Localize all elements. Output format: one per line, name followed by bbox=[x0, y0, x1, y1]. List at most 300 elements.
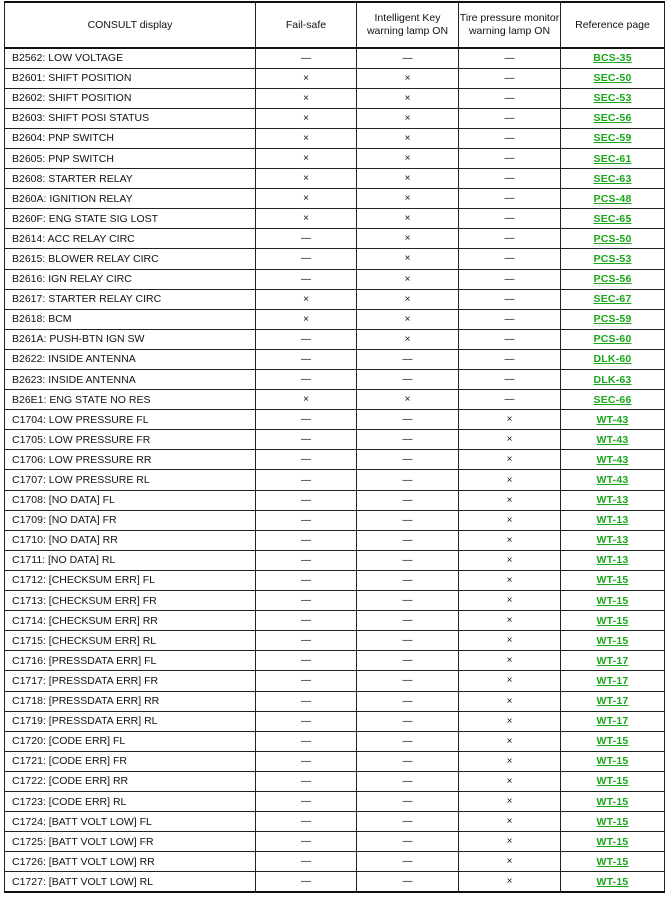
fail-safe-cell: — bbox=[256, 832, 357, 852]
tire-pressure-lamp-cell: × bbox=[459, 812, 561, 832]
consult-display-cell: C1727: [BATT VOLT LOW] RL bbox=[5, 872, 256, 892]
tire-pressure-lamp-cell: × bbox=[459, 631, 561, 651]
consult-display-cell: C1719: [PRESSDATA ERR] RL bbox=[5, 711, 256, 731]
consult-display-cell: B2603: SHIFT POSI STATUS bbox=[5, 108, 256, 128]
tire-pressure-lamp-cell: — bbox=[459, 68, 561, 88]
intelligent-key-lamp-cell: — bbox=[357, 490, 459, 510]
fail-safe-cell: — bbox=[256, 410, 357, 430]
consult-display-cell: C1717: [PRESSDATA ERR] FR bbox=[5, 671, 256, 691]
table-row bbox=[5, 229, 665, 249]
intelligent-key-lamp-cell: — bbox=[357, 530, 459, 550]
table-row bbox=[5, 108, 665, 128]
table-row bbox=[5, 550, 665, 570]
fail-safe-cell: × bbox=[256, 128, 357, 148]
fail-safe-cell: × bbox=[256, 108, 357, 128]
tire-pressure-lamp-cell: × bbox=[459, 591, 561, 611]
reference-page-cell bbox=[561, 329, 665, 349]
tire-pressure-lamp-cell: — bbox=[459, 48, 561, 68]
intelligent-key-lamp-cell: × bbox=[357, 269, 459, 289]
intelligent-key-lamp-cell: — bbox=[357, 651, 459, 671]
consult-display-cell: C1723: [CODE ERR] RL bbox=[5, 791, 256, 811]
tire-pressure-lamp-cell: × bbox=[459, 872, 561, 892]
table-row bbox=[5, 570, 665, 590]
tire-pressure-lamp-cell: × bbox=[459, 450, 561, 470]
reference-page-cell bbox=[561, 731, 665, 751]
consult-display-cell: C1706: LOW PRESSURE RR bbox=[5, 450, 256, 470]
fail-safe-cell: × bbox=[256, 289, 357, 309]
fail-safe-cell: × bbox=[256, 148, 357, 168]
tire-pressure-lamp-cell: × bbox=[459, 530, 561, 550]
tire-pressure-lamp-cell: × bbox=[459, 410, 561, 430]
reference-page-link[interactable]: SEC-50 bbox=[593, 72, 632, 85]
tire-pressure-lamp-cell: — bbox=[459, 229, 561, 249]
reference-page-link[interactable]: SEC-66 bbox=[593, 393, 632, 406]
tire-pressure-lamp-cell: — bbox=[459, 209, 561, 229]
intelligent-key-lamp-cell: — bbox=[357, 711, 459, 731]
header-tire-pressure-lamp: Tire pressure monitor warning lamp ON bbox=[459, 2, 561, 48]
reference-page-link[interactable]: WT-15 bbox=[596, 634, 629, 647]
reference-page-link[interactable]: WT-43 bbox=[596, 413, 629, 426]
fail-safe-cell: — bbox=[256, 812, 357, 832]
reference-page-link[interactable]: PCS-56 bbox=[593, 273, 632, 286]
intelligent-key-lamp-cell: × bbox=[357, 189, 459, 209]
dtc-table-container bbox=[4, 1, 664, 893]
consult-display-cell: C1705: LOW PRESSURE FR bbox=[5, 430, 256, 450]
intelligent-key-lamp-cell: × bbox=[357, 249, 459, 269]
tire-pressure-lamp-cell: × bbox=[459, 691, 561, 711]
intelligent-key-lamp-cell: × bbox=[357, 108, 459, 128]
fail-safe-cell: — bbox=[256, 370, 357, 390]
reference-page-link[interactable]: PCS-59 bbox=[593, 313, 632, 326]
tire-pressure-lamp-cell: × bbox=[459, 490, 561, 510]
tire-pressure-lamp-cell: — bbox=[459, 148, 561, 168]
reference-page-cell bbox=[561, 229, 665, 249]
intelligent-key-lamp-cell: — bbox=[357, 430, 459, 450]
header-row bbox=[5, 2, 665, 48]
fail-safe-cell: × bbox=[256, 390, 357, 410]
reference-page-cell bbox=[561, 48, 665, 68]
reference-page-link[interactable]: WT-15 bbox=[596, 735, 629, 748]
tire-pressure-lamp-cell: — bbox=[459, 390, 561, 410]
header-consult-display: CONSULT display bbox=[5, 2, 256, 48]
consult-display-cell: B2601: SHIFT POSITION bbox=[5, 68, 256, 88]
consult-display-cell: B2617: STARTER RELAY CIRC bbox=[5, 289, 256, 309]
tire-pressure-lamp-cell: × bbox=[459, 470, 561, 490]
reference-page-link[interactable]: DLK-60 bbox=[593, 353, 632, 366]
reference-page-cell bbox=[561, 812, 665, 832]
reference-page-link[interactable]: PCS-60 bbox=[593, 333, 632, 346]
table-row bbox=[5, 510, 665, 530]
reference-page-cell bbox=[561, 651, 665, 671]
table-row bbox=[5, 430, 665, 450]
tire-pressure-lamp-cell: × bbox=[459, 510, 561, 530]
reference-page-link[interactable]: WT-13 bbox=[596, 534, 629, 547]
intelligent-key-lamp-cell: — bbox=[357, 591, 459, 611]
intelligent-key-lamp-cell: — bbox=[357, 470, 459, 490]
fail-safe-cell: — bbox=[256, 771, 357, 791]
intelligent-key-lamp-cell: × bbox=[357, 329, 459, 349]
tire-pressure-lamp-cell: × bbox=[459, 651, 561, 671]
tire-pressure-lamp-cell: × bbox=[459, 832, 561, 852]
table-row bbox=[5, 812, 665, 832]
reference-page-cell bbox=[561, 169, 665, 189]
reference-page-cell bbox=[561, 490, 665, 510]
consult-display-cell: B2604: PNP SWITCH bbox=[5, 128, 256, 148]
fail-safe-cell: × bbox=[256, 88, 357, 108]
consult-display-cell: B2605: PNP SWITCH bbox=[5, 148, 256, 168]
table-header bbox=[5, 2, 665, 48]
consult-display-cell: B2562: LOW VOLTAGE bbox=[5, 48, 256, 68]
tire-pressure-lamp-cell: — bbox=[459, 309, 561, 329]
consult-display-cell: B2615: BLOWER RELAY CIRC bbox=[5, 249, 256, 269]
intelligent-key-lamp-cell: — bbox=[357, 832, 459, 852]
reference-page-link[interactable]: WT-43 bbox=[596, 433, 629, 446]
tire-pressure-lamp-cell: × bbox=[459, 711, 561, 731]
consult-display-cell: B260A: IGNITION RELAY bbox=[5, 189, 256, 209]
reference-page-cell bbox=[561, 148, 665, 168]
table-row bbox=[5, 872, 665, 892]
fail-safe-cell: — bbox=[256, 349, 357, 369]
consult-display-cell: B261A: PUSH-BTN IGN SW bbox=[5, 329, 256, 349]
consult-display-cell: C1712: [CHECKSUM ERR] FL bbox=[5, 570, 256, 590]
intelligent-key-lamp-cell: × bbox=[357, 229, 459, 249]
fail-safe-cell: — bbox=[256, 751, 357, 771]
table-row bbox=[5, 631, 665, 651]
reference-page-link[interactable]: WT-43 bbox=[596, 474, 629, 487]
fail-safe-cell: — bbox=[256, 691, 357, 711]
fail-safe-cell: — bbox=[256, 791, 357, 811]
reference-page-link[interactable]: WT-15 bbox=[596, 855, 629, 868]
tire-pressure-lamp-cell: × bbox=[459, 771, 561, 791]
reference-page-link[interactable]: SEC-65 bbox=[593, 212, 632, 225]
reference-page-link[interactable]: WT-15 bbox=[596, 574, 629, 587]
consult-display-cell: B2618: BCM bbox=[5, 309, 256, 329]
tire-pressure-lamp-cell: — bbox=[459, 249, 561, 269]
table-body bbox=[5, 48, 665, 892]
tire-pressure-lamp-cell: × bbox=[459, 671, 561, 691]
consult-display-cell: C1722: [CODE ERR] RR bbox=[5, 771, 256, 791]
intelligent-key-lamp-cell: × bbox=[357, 289, 459, 309]
reference-page-link[interactable]: WT-15 bbox=[596, 835, 629, 848]
table-row bbox=[5, 269, 665, 289]
table-row bbox=[5, 390, 665, 410]
consult-display-cell: C1713: [CHECKSUM ERR] FR bbox=[5, 591, 256, 611]
tire-pressure-lamp-cell: — bbox=[459, 370, 561, 390]
table-row bbox=[5, 410, 665, 430]
intelligent-key-lamp-cell: — bbox=[357, 812, 459, 832]
reference-page-link[interactable]: SEC-61 bbox=[593, 152, 632, 165]
reference-page-link[interactable]: PCS-48 bbox=[593, 192, 632, 205]
reference-page-cell bbox=[561, 289, 665, 309]
table-row bbox=[5, 490, 665, 510]
fail-safe-cell: — bbox=[256, 229, 357, 249]
tire-pressure-lamp-cell: — bbox=[459, 269, 561, 289]
table-row bbox=[5, 148, 665, 168]
reference-page-cell bbox=[561, 550, 665, 570]
reference-page-cell bbox=[561, 249, 665, 269]
fail-safe-cell: — bbox=[256, 852, 357, 872]
reference-page-link[interactable]: WT-13 bbox=[596, 554, 629, 567]
intelligent-key-lamp-cell: — bbox=[357, 771, 459, 791]
intelligent-key-lamp-cell: — bbox=[357, 631, 459, 651]
fail-safe-cell: — bbox=[256, 651, 357, 671]
fail-safe-cell: × bbox=[256, 169, 357, 189]
intelligent-key-lamp-cell: — bbox=[357, 611, 459, 631]
header-reference-page: Reference page bbox=[561, 2, 665, 48]
reference-page-link[interactable]: SEC-63 bbox=[593, 172, 632, 185]
header-fail-safe: Fail-safe bbox=[256, 2, 357, 48]
consult-display-cell: C1725: [BATT VOLT LOW] FR bbox=[5, 832, 256, 852]
table-row bbox=[5, 68, 665, 88]
intelligent-key-lamp-cell: × bbox=[357, 209, 459, 229]
fail-safe-cell: — bbox=[256, 631, 357, 651]
reference-page-cell bbox=[561, 751, 665, 771]
reference-page-cell bbox=[561, 269, 665, 289]
consult-display-cell: C1704: LOW PRESSURE FL bbox=[5, 410, 256, 430]
reference-page-cell bbox=[561, 209, 665, 229]
dtc-index-table bbox=[4, 1, 665, 893]
table-row bbox=[5, 169, 665, 189]
intelligent-key-lamp-cell: × bbox=[357, 148, 459, 168]
intelligent-key-lamp-cell: — bbox=[357, 48, 459, 68]
reference-page-link[interactable]: SEC-53 bbox=[593, 92, 632, 105]
intelligent-key-lamp-cell: — bbox=[357, 852, 459, 872]
consult-display-cell: C1721: [CODE ERR] FR bbox=[5, 751, 256, 771]
consult-display-cell: B2608: STARTER RELAY bbox=[5, 169, 256, 189]
table-row bbox=[5, 731, 665, 751]
consult-display-cell: C1715: [CHECKSUM ERR] RL bbox=[5, 631, 256, 651]
fail-safe-cell: — bbox=[256, 570, 357, 590]
reference-page-cell bbox=[561, 611, 665, 631]
fail-safe-cell: × bbox=[256, 209, 357, 229]
fail-safe-cell: — bbox=[256, 671, 357, 691]
table-row bbox=[5, 209, 665, 229]
table-row bbox=[5, 309, 665, 329]
reference-page-cell bbox=[561, 771, 665, 791]
reference-page-cell bbox=[561, 128, 665, 148]
reference-page-cell bbox=[561, 872, 665, 892]
table-row bbox=[5, 189, 665, 209]
table-row bbox=[5, 249, 665, 269]
intelligent-key-lamp-cell: — bbox=[357, 731, 459, 751]
tire-pressure-lamp-cell: — bbox=[459, 189, 561, 209]
tire-pressure-lamp-cell: × bbox=[459, 550, 561, 570]
table-row bbox=[5, 88, 665, 108]
consult-display-cell: B2616: IGN RELAY CIRC bbox=[5, 269, 256, 289]
tire-pressure-lamp-cell: × bbox=[459, 852, 561, 872]
consult-display-cell: C1724: [BATT VOLT LOW] FL bbox=[5, 812, 256, 832]
table-row bbox=[5, 671, 665, 691]
fail-safe-cell: — bbox=[256, 249, 357, 269]
reference-page-link[interactable]: WT-15 bbox=[596, 875, 629, 888]
consult-display-cell: C1711: [NO DATA] RL bbox=[5, 550, 256, 570]
table-row bbox=[5, 751, 665, 771]
reference-page-cell bbox=[561, 791, 665, 811]
fail-safe-cell: — bbox=[256, 430, 357, 450]
consult-display-cell: B260F: ENG STATE SIG LOST bbox=[5, 209, 256, 229]
consult-display-cell: B2614: ACC RELAY CIRC bbox=[5, 229, 256, 249]
reference-page-link[interactable]: WT-17 bbox=[596, 654, 629, 667]
fail-safe-cell: — bbox=[256, 711, 357, 731]
intelligent-key-lamp-cell: — bbox=[357, 550, 459, 570]
reference-page-cell bbox=[561, 510, 665, 530]
table-row bbox=[5, 329, 665, 349]
table-row bbox=[5, 289, 665, 309]
table-row bbox=[5, 470, 665, 490]
table-row bbox=[5, 832, 665, 852]
tire-pressure-lamp-cell: — bbox=[459, 289, 561, 309]
reference-page-link[interactable]: SEC-56 bbox=[593, 112, 632, 125]
table-row bbox=[5, 611, 665, 631]
reference-page-link[interactable]: DLK-63 bbox=[593, 373, 632, 386]
table-row bbox=[5, 771, 665, 791]
reference-page-link[interactable]: BCS-35 bbox=[593, 52, 632, 65]
intelligent-key-lamp-cell: — bbox=[357, 410, 459, 430]
reference-page-cell bbox=[561, 108, 665, 128]
fail-safe-cell: — bbox=[256, 450, 357, 470]
intelligent-key-lamp-cell: — bbox=[357, 450, 459, 470]
consult-display-cell: C1718: [PRESSDATA ERR] RR bbox=[5, 691, 256, 711]
tire-pressure-lamp-cell: — bbox=[459, 108, 561, 128]
reference-page-link[interactable]: WT-13 bbox=[596, 494, 629, 507]
reference-page-cell bbox=[561, 390, 665, 410]
reference-page-link[interactable]: PCS-50 bbox=[593, 232, 632, 245]
tire-pressure-lamp-cell: — bbox=[459, 128, 561, 148]
intelligent-key-lamp-cell: × bbox=[357, 309, 459, 329]
table-row bbox=[5, 852, 665, 872]
reference-page-link[interactable]: WT-15 bbox=[596, 594, 629, 607]
reference-page-link[interactable]: WT-15 bbox=[596, 755, 629, 768]
reference-page-link[interactable]: WT-17 bbox=[596, 674, 629, 687]
table-row bbox=[5, 530, 665, 550]
fail-safe-cell: — bbox=[256, 530, 357, 550]
consult-display-cell: B2622: INSIDE ANTENNA bbox=[5, 349, 256, 369]
fail-safe-cell: — bbox=[256, 611, 357, 631]
fail-safe-cell: × bbox=[256, 309, 357, 329]
reference-page-link[interactable]: WT-17 bbox=[596, 715, 629, 728]
intelligent-key-lamp-cell: — bbox=[357, 691, 459, 711]
reference-page-cell bbox=[561, 852, 665, 872]
tire-pressure-lamp-cell: × bbox=[459, 570, 561, 590]
table-row bbox=[5, 691, 665, 711]
consult-display-cell: C1714: [CHECKSUM ERR] RR bbox=[5, 611, 256, 631]
reference-page-link[interactable]: WT-15 bbox=[596, 614, 629, 627]
fail-safe-cell: — bbox=[256, 470, 357, 490]
intelligent-key-lamp-cell: — bbox=[357, 510, 459, 530]
consult-display-cell: B2602: SHIFT POSITION bbox=[5, 88, 256, 108]
tire-pressure-lamp-cell: × bbox=[459, 791, 561, 811]
tire-pressure-lamp-cell: × bbox=[459, 751, 561, 771]
intelligent-key-lamp-cell: — bbox=[357, 791, 459, 811]
fail-safe-cell: × bbox=[256, 68, 357, 88]
reference-page-cell bbox=[561, 430, 665, 450]
reference-page-cell bbox=[561, 570, 665, 590]
fail-safe-cell: — bbox=[256, 550, 357, 570]
tire-pressure-lamp-cell: — bbox=[459, 88, 561, 108]
intelligent-key-lamp-cell: — bbox=[357, 751, 459, 771]
reference-page-link[interactable]: WT-15 bbox=[596, 775, 629, 788]
reference-page-link[interactable]: WT-15 bbox=[596, 815, 629, 828]
fail-safe-cell: × bbox=[256, 189, 357, 209]
intelligent-key-lamp-cell: — bbox=[357, 370, 459, 390]
reference-page-cell bbox=[561, 671, 665, 691]
reference-page-cell bbox=[561, 691, 665, 711]
reference-page-cell bbox=[561, 189, 665, 209]
reference-page-cell bbox=[561, 711, 665, 731]
table-row bbox=[5, 651, 665, 671]
consult-display-cell: C1720: [CODE ERR] FL bbox=[5, 731, 256, 751]
reference-page-cell bbox=[561, 370, 665, 390]
fail-safe-cell: — bbox=[256, 591, 357, 611]
reference-page-link[interactable]: WT-15 bbox=[596, 795, 629, 808]
reference-page-cell bbox=[561, 450, 665, 470]
consult-display-cell: B2623: INSIDE ANTENNA bbox=[5, 370, 256, 390]
reference-page-link[interactable]: PCS-53 bbox=[593, 252, 632, 265]
fail-safe-cell: — bbox=[256, 48, 357, 68]
reference-page-cell bbox=[561, 309, 665, 329]
reference-page-link[interactable]: WT-13 bbox=[596, 514, 629, 527]
tire-pressure-lamp-cell: — bbox=[459, 349, 561, 369]
tire-pressure-lamp-cell: — bbox=[459, 329, 561, 349]
intelligent-key-lamp-cell: × bbox=[357, 88, 459, 108]
tire-pressure-lamp-cell: — bbox=[459, 169, 561, 189]
table-row bbox=[5, 370, 665, 390]
reference-page-cell bbox=[561, 68, 665, 88]
fail-safe-cell: — bbox=[256, 269, 357, 289]
consult-display-cell: C1709: [NO DATA] FR bbox=[5, 510, 256, 530]
intelligent-key-lamp-cell: — bbox=[357, 671, 459, 691]
fail-safe-cell: — bbox=[256, 329, 357, 349]
table-row bbox=[5, 349, 665, 369]
reference-page-link[interactable]: WT-17 bbox=[596, 695, 629, 708]
fail-safe-cell: — bbox=[256, 731, 357, 751]
reference-page-cell bbox=[561, 530, 665, 550]
tire-pressure-lamp-cell: × bbox=[459, 430, 561, 450]
fail-safe-cell: — bbox=[256, 872, 357, 892]
intelligent-key-lamp-cell: — bbox=[357, 570, 459, 590]
intelligent-key-lamp-cell: × bbox=[357, 128, 459, 148]
header-intelligent-key-lamp: Intelligent Key warning lamp ON bbox=[357, 2, 459, 48]
reference-page-link[interactable]: SEC-67 bbox=[593, 293, 632, 306]
table-row bbox=[5, 128, 665, 148]
table-row bbox=[5, 591, 665, 611]
reference-page-link[interactable]: SEC-59 bbox=[593, 132, 632, 145]
reference-page-cell bbox=[561, 349, 665, 369]
reference-page-cell bbox=[561, 591, 665, 611]
intelligent-key-lamp-cell: — bbox=[357, 349, 459, 369]
consult-display-cell: C1716: [PRESSDATA ERR] FL bbox=[5, 651, 256, 671]
consult-display-cell: C1708: [NO DATA] FL bbox=[5, 490, 256, 510]
intelligent-key-lamp-cell: × bbox=[357, 390, 459, 410]
reference-page-cell bbox=[561, 832, 665, 852]
table-row bbox=[5, 48, 665, 68]
consult-display-cell: C1707: LOW PRESSURE RL bbox=[5, 470, 256, 490]
intelligent-key-lamp-cell: × bbox=[357, 68, 459, 88]
fail-safe-cell: — bbox=[256, 490, 357, 510]
table-row bbox=[5, 791, 665, 811]
table-row bbox=[5, 711, 665, 731]
consult-display-cell: C1726: [BATT VOLT LOW] RR bbox=[5, 852, 256, 872]
tire-pressure-lamp-cell: × bbox=[459, 611, 561, 631]
reference-page-cell bbox=[561, 631, 665, 651]
reference-page-link[interactable]: WT-43 bbox=[596, 453, 629, 466]
reference-page-cell bbox=[561, 410, 665, 430]
tire-pressure-lamp-cell: × bbox=[459, 731, 561, 751]
intelligent-key-lamp-cell: × bbox=[357, 169, 459, 189]
consult-display-cell: C1710: [NO DATA] RR bbox=[5, 530, 256, 550]
reference-page-cell bbox=[561, 88, 665, 108]
intelligent-key-lamp-cell: — bbox=[357, 872, 459, 892]
